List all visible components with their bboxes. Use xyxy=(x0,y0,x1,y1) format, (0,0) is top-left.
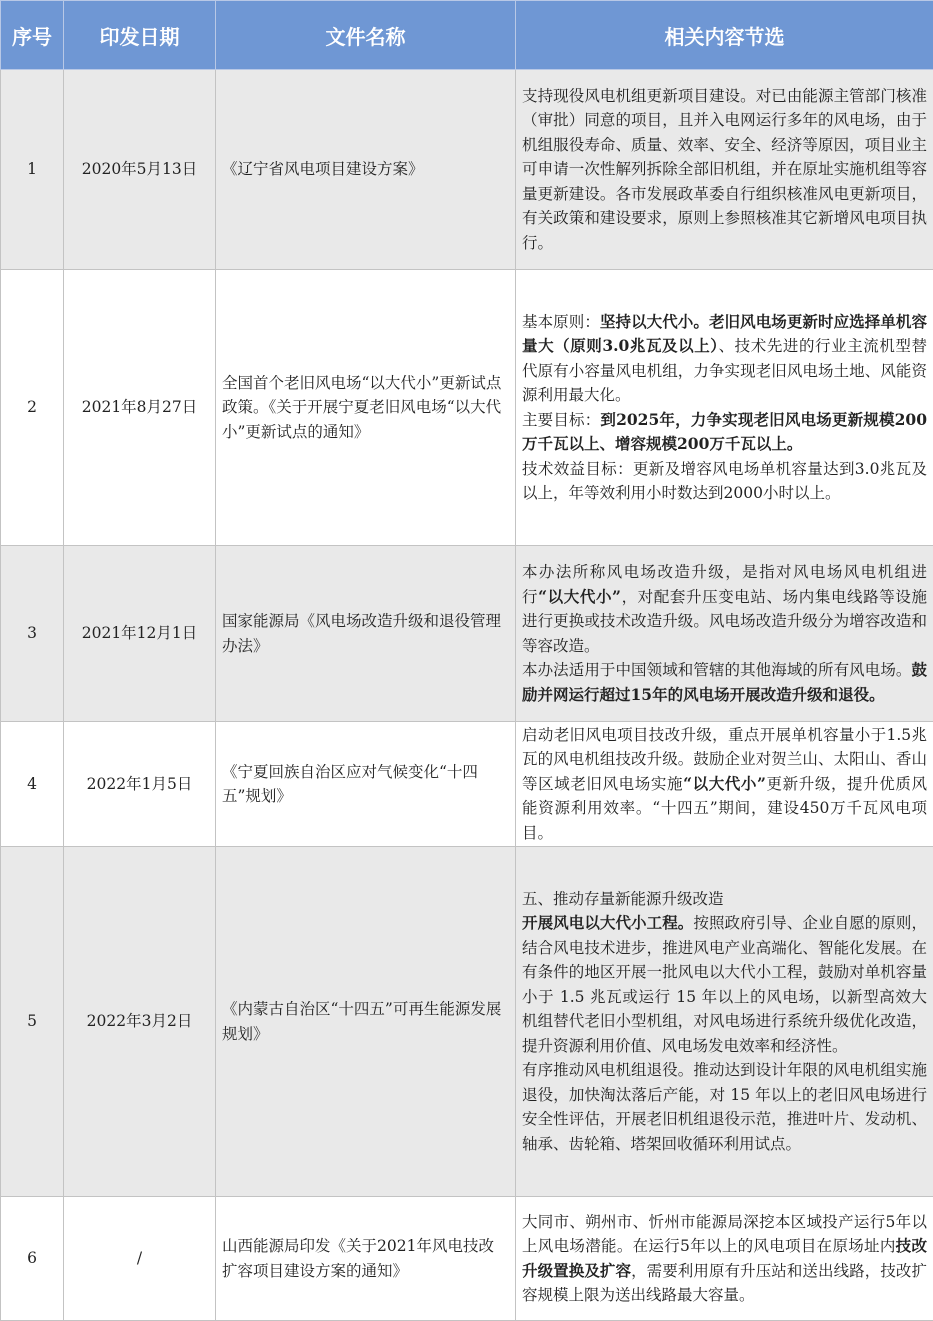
content-text: ，对配套升压变电站、场内集电线路等设施进行更换或技术改造升级。风电场改造升级分为增容改造和等容改造。 xyxy=(522,588,927,655)
row-content xyxy=(516,722,933,847)
content-bold-text: 技改升级置换及扩容 xyxy=(522,1236,927,1280)
table-row xyxy=(1,546,933,722)
content-text: 基本原则： xyxy=(522,313,600,331)
row-seq: 5 xyxy=(1,847,64,1197)
row-doc-name: 全国首个老旧风电场“以大代小”更新试点政策。《关于开展宁夏老旧风电场“以大代小”更新试点的通知》 xyxy=(216,270,516,546)
content-bold-text: 鼓励并网运行超过15年的风电场开展改造升级和退役。 xyxy=(522,660,927,704)
header-seq: 序号 xyxy=(1,1,64,70)
table-row xyxy=(1,722,933,847)
content-paragraph xyxy=(522,658,927,707)
content-text: 更新升级，提升优质风能资源利用效率。“十四五”期间，建设450万千瓦风电项目。 xyxy=(522,775,927,842)
row-date: / xyxy=(64,1197,216,1321)
content-paragraph xyxy=(522,310,927,408)
content-paragraph xyxy=(522,408,927,457)
content-text: 按照政府引导、企业自愿的原则，结合风电技术进步，推进风电产业高端化、智能化发展。在有条件的地区开展一批风电以大代小工程，鼓励对单机容量小于 1.5 兆瓦或运行 15 年以上的风电场，以新型高效大机组替代老旧小型机组，对风电场进行系统升级优化改造，提升资源利用价值、风电场发电效率和经济性。 xyxy=(522,914,927,1055)
content-bold-text: “以大代小” xyxy=(538,587,621,606)
row-seq: 3 xyxy=(1,546,64,722)
header-content: 相关内容节选 xyxy=(516,1,933,70)
row-content xyxy=(516,270,933,546)
content-text: ，需要利用原有升压站和送出线路，技改扩容规模上限为送出线路最大容量。 xyxy=(522,1262,927,1305)
row-content xyxy=(516,847,933,1197)
content-text: 本办法适用于中国领域和管辖的其他海域的所有风电场。 xyxy=(522,661,911,679)
row-doc-name: 国家能源局《风电场改造升级和退役管理办法》 xyxy=(216,546,516,722)
content-bold-text: 到2025年，力争实现老旧风电场更新规模200万千瓦以上、增容规模200万千瓦以上。 xyxy=(522,410,927,454)
content-text: 本办法所称风电场改造升级，是指对风电场风电机组进行 xyxy=(522,563,927,606)
table-row xyxy=(1,70,933,270)
content-paragraph xyxy=(522,1210,927,1308)
table-header-row xyxy=(1,1,933,70)
table-row xyxy=(1,270,933,546)
row-seq: 1 xyxy=(1,70,64,270)
row-doc-name: 山西能源局印发《关于2021年风电技改扩容项目建设方案的通知》 xyxy=(216,1197,516,1321)
content-text: 、技术先进的行业主流机型替代原有小容量风电机组，力争实现老旧风电场土地、风能资源利用最大化。 xyxy=(522,337,927,404)
row-seq: 2 xyxy=(1,270,64,546)
table-row xyxy=(1,847,933,1197)
table-row xyxy=(1,1197,933,1321)
row-doc-name: 《辽宁省风电项目建设方案》 xyxy=(216,70,516,270)
content-paragraph xyxy=(522,911,927,1058)
row-doc-name: 《宁夏回族自治区应对气候变化“十四五”规划》 xyxy=(216,722,516,847)
header-name: 文件名称 xyxy=(216,1,516,70)
content-paragraph: 五、推动存量新能源升级改造 xyxy=(522,887,927,912)
content-paragraph xyxy=(522,723,927,846)
row-seq: 6 xyxy=(1,1197,64,1321)
content-text: 大同市、朔州市、忻州市能源局深挖本区域投产运行5年以上风电场潜能。在运行5年以上的风电项目在原场址内 xyxy=(522,1213,927,1256)
content-paragraph: 技术效益目标：更新及增容风电场单机容量达到3.0兆瓦及以上，年等效利用小时数达到2000小时以上。 xyxy=(522,457,927,506)
row-seq: 4 xyxy=(1,722,64,847)
row-content xyxy=(516,1197,933,1321)
content-text: 主要目标： xyxy=(522,411,600,429)
content-bold-text: 开展风电以大代小工程。 xyxy=(522,913,693,932)
content-bold-text: 坚持以大代小。老旧风电场更新时应选择单机容量大（原则3.0兆瓦及以上） xyxy=(522,312,927,356)
row-content xyxy=(516,70,933,270)
content-bold-text: “以大代小” xyxy=(683,774,766,793)
row-content xyxy=(516,546,933,722)
content-text: 启动老旧风电项目技改升级，重点开展单机容量小于1.5兆瓦的风电机组技改升级。鼓励企业对贺兰山、太阳山、香山等区域老旧风电场实施 xyxy=(522,726,927,793)
row-date: 2021年8月27日 xyxy=(64,270,216,546)
row-date: 2022年1月5日 xyxy=(64,722,216,847)
row-doc-name: 《内蒙古自治区“十四五”可再生能源发展规划》 xyxy=(216,847,516,1197)
row-date: 2022年3月2日 xyxy=(64,847,216,1197)
row-date: 2020年5月13日 xyxy=(64,70,216,270)
header-date: 印发日期 xyxy=(64,1,216,70)
content-paragraph: 支持现役风电机组更新项目建设。对已由能源主管部门核准（审批）同意的项目，且并入电网运行多年的风电场，由于机组服役寿命、质量、效率、安全、经济等原因，项目业主可申请一次性解列拆除全部旧机组，并在原址实施机组等容量更新建设。各市发展政革委自行组织核准风电更新项目，有关政策和建设要求，原则上参照核准其它新增风电项目执行。 xyxy=(522,84,927,256)
content-paragraph xyxy=(522,560,927,658)
row-date: 2021年12月1日 xyxy=(64,546,216,722)
content-paragraph: 有序推动风电机组退役。推动达到设计年限的风电机组实施退役，加快淘汰落后产能，对 15 年以上的老旧风电场进行安全性评估，开展老旧机组退役示范，推进叶片、发动机、轴承、齿轮箱、塔架回收循环利用试点。 xyxy=(522,1058,927,1156)
